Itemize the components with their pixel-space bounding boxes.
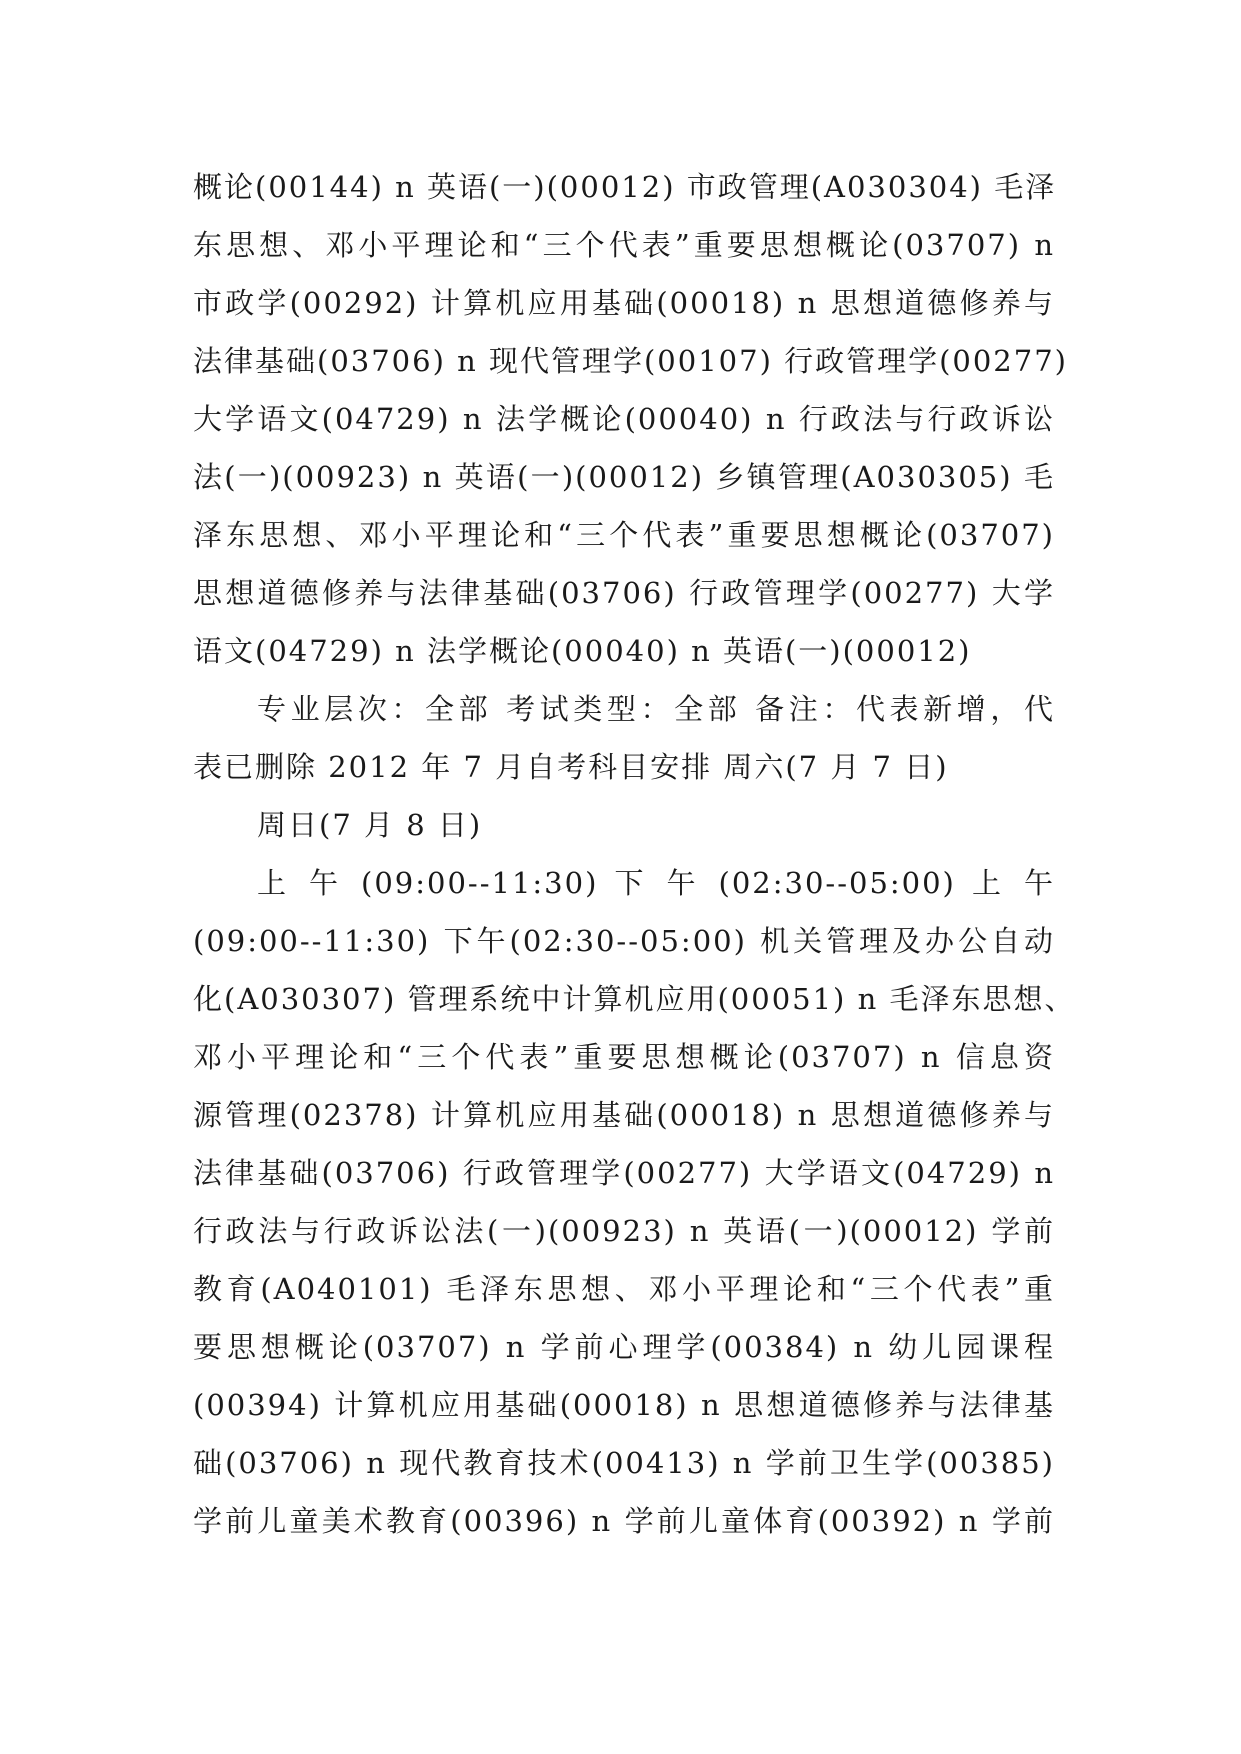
text-line: 法律基础(03706) n 现代管理学(00107) 行政管理学(00277) bbox=[193, 344, 1068, 378]
paragraph-first-line: 周日(7 月 8 日) bbox=[257, 808, 483, 842]
text-line: 础(03706) n 现代教育技术(00413) n 学前卫生学(00385) bbox=[193, 1446, 1055, 1480]
text-line: (09:00--11:30) 下午(02:30--05:00) 机关管理及办公自动 bbox=[193, 924, 1055, 958]
text-line: 泽东思想、邓小平理论和“三个代表”重要思想概论(03707) bbox=[193, 518, 1055, 552]
text-line: 东思想、邓小平理论和“三个代表”重要思想概论(03707) n bbox=[193, 228, 1055, 262]
text-line: 法律基础(03706) 行政管理学(00277) 大学语文(04729) n bbox=[193, 1156, 1055, 1190]
text-line: 行政法与行政诉讼法(一)(00923) n 英语(一)(00012) 学前 bbox=[193, 1214, 1055, 1248]
text-line: 语文(04729) n 法学概论(00040) n 英语(一)(00012) bbox=[193, 634, 972, 668]
paragraph-first-line: 专业层次：全部 考试类型：全部 备注：代表新增，代 bbox=[257, 692, 1055, 726]
text-line: 表已删除 2012 年 7 月自考科目安排 周六(7 月 7 日) bbox=[193, 750, 949, 784]
body-text bbox=[193, 158, 1076, 1550]
paragraph-first-line: 上 午 (09:00--11:30) 下 午 (02:30--05:00) 上 午 bbox=[257, 866, 1055, 900]
text-line: (00394) 计算机应用基础(00018) n 思想道德修养与法律基 bbox=[193, 1388, 1055, 1422]
text-line: 学前儿童美术教育(00396) n 学前儿童体育(00392) n 学前 bbox=[193, 1504, 1055, 1538]
text-line: 邓小平理论和“三个代表”重要思想概论(03707) n 信息资 bbox=[193, 1040, 1055, 1074]
text-line: 教育(A040101) 毛泽东思想、邓小平理论和“三个代表”重 bbox=[193, 1272, 1055, 1306]
text-line: 大学语文(04729) n 法学概论(00040) n 行政法与行政诉讼 bbox=[193, 402, 1055, 436]
text-line: 市政学(00292) 计算机应用基础(00018) n 思想道德修养与 bbox=[193, 286, 1055, 320]
text-line: 思想道德修养与法律基础(03706) 行政管理学(00277) 大学 bbox=[193, 576, 1055, 610]
text-line: 概论(00144) n 英语(一)(00012) 市政管理(A030304) 毛泽 bbox=[193, 170, 1057, 204]
text-line: 要思想概论(03707) n 学前心理学(00384) n 幼儿园课程 bbox=[193, 1330, 1055, 1364]
text-line: 化(A030307) 管理系统中计算机应用(00051) n 毛泽东思想、 bbox=[193, 982, 1076, 1016]
text-line: 法(一)(00923) n 英语(一)(00012) 乡镇管理(A030305) 毛 bbox=[193, 460, 1055, 494]
text-line: 源管理(02378) 计算机应用基础(00018) n 思想道德修养与 bbox=[193, 1098, 1055, 1132]
